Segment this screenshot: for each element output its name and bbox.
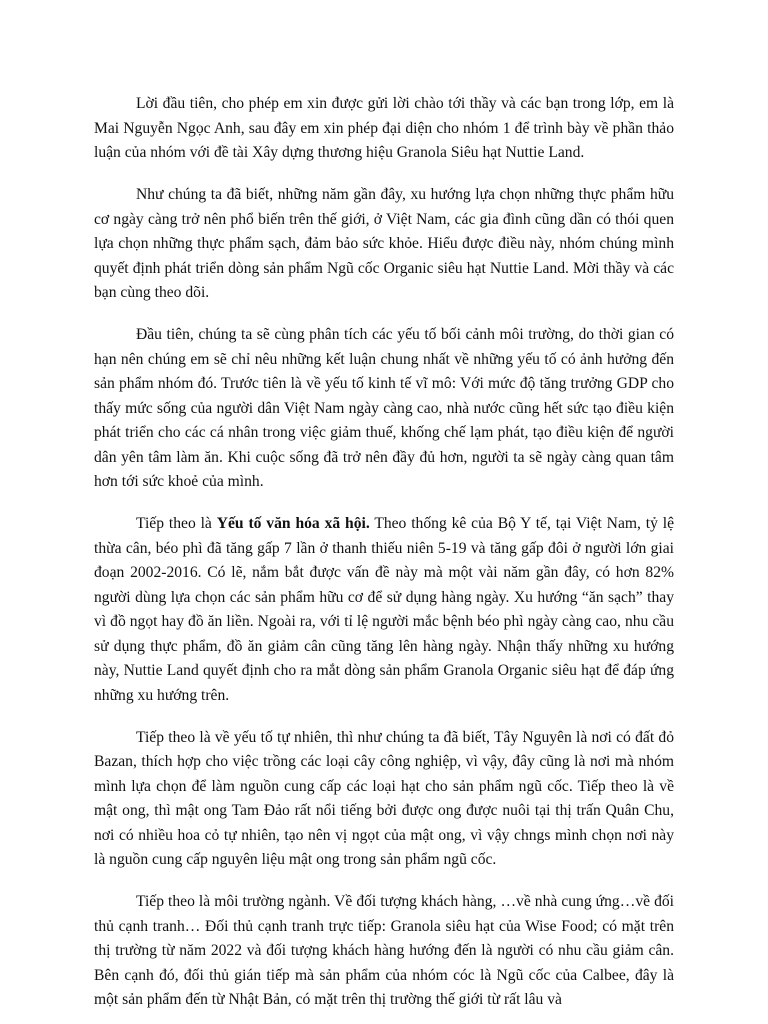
paragraph-macroeconomic: Đầu tiên, chúng ta sẽ cùng phân tích các yếu tố bối cảnh môi trường, do thời gian có hạn nên chúng em sẽ chỉ nêu những kết luận chung nhất về những yếu tố có ảnh hưởng đến sản phẩm nhóm đó. Trước tiên là về yếu tố kinh tế vĩ mô: Với mức độ tăng trưởng GDP cho thấy mức sống của người dân Việt Nam ngày càng cao, nhà nước cũng hết sức tạo điều kiện phát triển cho các cá nhân trong việc giảm thuế, khống chế lạm phát, tạo điều kiện để người dân yên tâm làm ăn. Khi cuộc sống đã trở nên đầy đủ hơn, người ta sẽ ngày càng quan tâm hơn tới sức khoẻ của mình. — [94, 326, 674, 490]
paragraph-industry-environment: Tiếp theo là môi trường ngành. Về đối tượng khách hàng, …về nhà cung ứng…về đối thủ cạnh tranh… Đối thủ cạnh tranh trực tiếp: Granola siêu hạt của Wise Food; có mặt trên thị trường từ năm 2022 và đối tượng khách hàng hướng đến là người có nhu cầu giảm cân. Bên cạnh đó, đối thủ gián tiếp mà sản phẩm của nhóm cóc là Ngũ cốc của Calbee, đây là một sản phẩm đến từ Nhật Bản, có mặt trên thị trường thế giới từ rất lâu và — [94, 893, 674, 1008]
paragraph-sociocultural-heading: Yếu tố văn hóa xã hội. — [216, 515, 370, 532]
paragraph-sociocultural — [94, 512, 674, 708]
paragraph-natural-factors: Tiếp theo là về yếu tố tự nhiên, thì như chúng ta đã biết, Tây Nguyên là nơi có đất đỏ Bazan, thích hợp cho việc trồng các loại cây công nghiệp, vì vậy, đây cũng là nơi mà nhóm mình lựa chọn để làm nguồn cung cấp các loại hạt cho sản phẩm ngũ cốc. Tiếp theo là về mật ong, thì mật ong Tam Đảo rất nổi tiếng bởi được ong được nuôi tại thị trấn Quân Chu, nơi có nhiều hoa cỏ tự nhiên, tạo nên vị ngọt của mật ong, vì vậy chngs mình chọn nơi này là nguồn cung cấp nguyên liệu mật ong trong sản phẩm ngũ cốc. — [94, 728, 674, 868]
paragraph-sociocultural-lead: Tiếp theo là — [136, 515, 217, 532]
paragraph-introduction: Như chúng ta đã biết, những năm gần đây, xu hướng lựa chọn những thực phẩm hữu cơ ngày càng trở nên phổ biến trên thế giới, ở Việt Nam, các gia đình cũng dần có thói quen lựa chọn những thực phẩm sạch, đảm bảo sức khỏe. Hiểu được điều này, nhóm chúng mình quyết định phát triển dòng sản phẩm Ngũ cốc Organic siêu hạt Nuttie Land. Mời thầy và các bạn cùng theo dõi. — [94, 186, 674, 301]
paragraph-sociocultural-body: Theo thống kê của Bộ Y tế, tại Việt Nam, tỷ lệ thừa cân, béo phì đã tăng gấp 7 lần ở thanh thiếu niên 5-19 và tăng gấp đôi ở người lớn giai đoạn 2002-2016. Có lẽ, nắm bắt được vấn đề này mà một vài năm gần đây, có hơn 82% người dùng lựa chọn các sản phẩm hữu cơ để sử dụng hàng ngày. Xu hướng “ăn sạch” thay vì đồ ngọt hay đồ ăn liền. Ngoài ra, với tỉ lệ người mắc bệnh béo phì ngày càng cao, nhu cầu sử dụng thực phẩm, đồ ăn giảm cân cũng tăng lên hàng ngày. Nhận thấy những xu hướng này, Nuttie Land quyết định cho ra mắt dòng sản phẩm Granola Organic siêu hạt để đáp ứng những xu hướng trên. — [94, 515, 675, 704]
paragraph-greeting: Lời đầu tiên, cho phép em xin được gửi lời chào tới thầy và các bạn trong lớp, em là Mai Nguyễn Ngọc Anh, sau đây em xin phép đại diện cho nhóm 1 để trình bày về phần thảo luận của nhóm với đề tài Xây dựng thương hiệu Granola Siêu hạt Nuttie Land. — [94, 95, 674, 161]
